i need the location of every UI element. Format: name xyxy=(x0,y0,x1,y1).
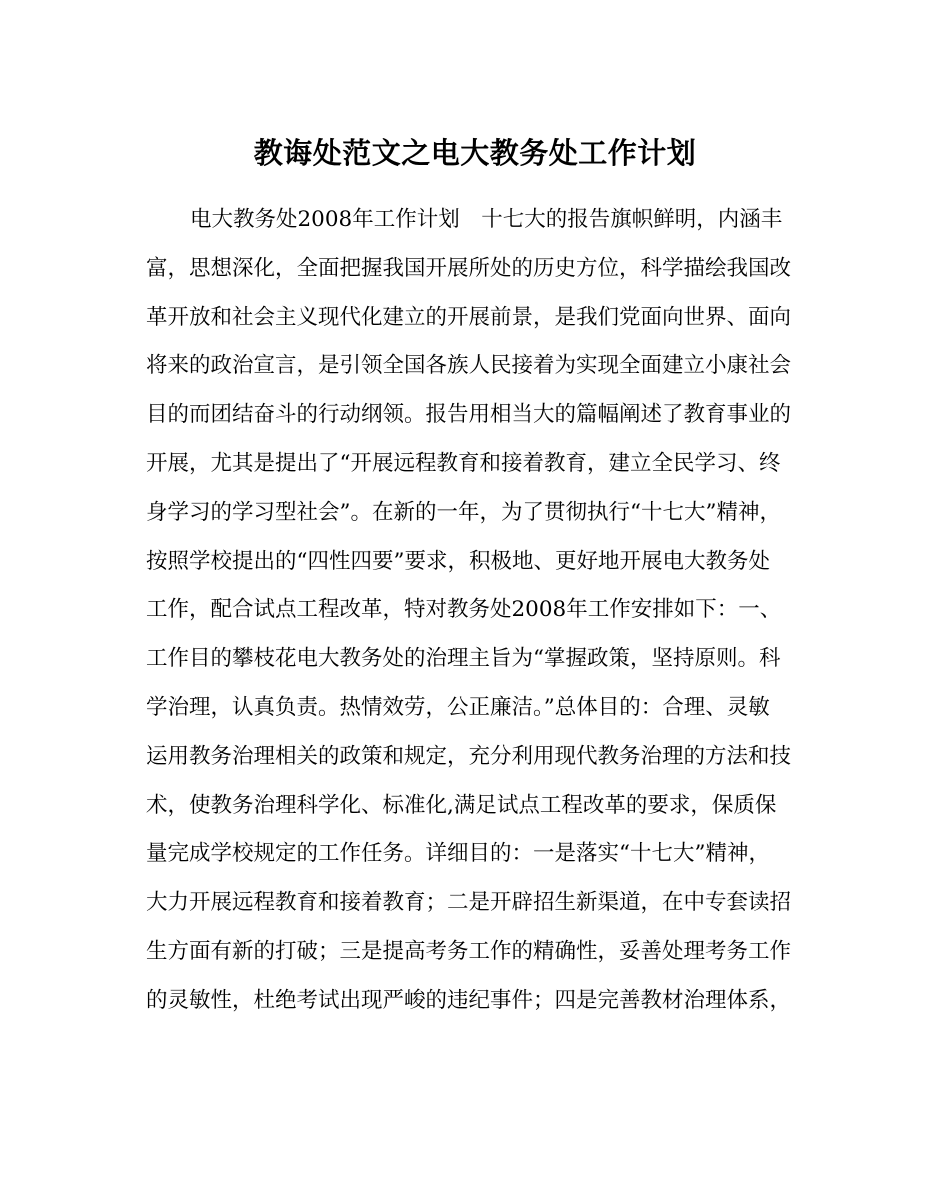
body-line: 量完成学校规定的工作任务。详细目的：一是落实“十七大”精神， xyxy=(146,841,770,867)
body-line: 按照学校提出的“四性四要”要求，积极地、更好地开展电大教务处 xyxy=(146,548,770,574)
document-title: 教诲处范文之电大教务处工作计划 xyxy=(253,136,697,170)
body-line: 革开放和社会主义现代化建立的开展前景，是我们党面向世界、面向 xyxy=(146,304,792,330)
document-body xyxy=(146,196,816,1026)
body-line: 将来的政治宣言，是引领全国各族人民接着为实现全面建立小康社会 xyxy=(146,353,792,379)
body-line: 的灵敏性，杜绝考试出现严峻的违纪事件；四是完善教材治理体系， xyxy=(146,987,792,1013)
body-line: 工作，配合试点工程改革，特对教务处2008年工作安排如下：一、 xyxy=(146,597,782,623)
body-line: 术，使教务治理科学化、标准化,满足试点工程改革的要求，保质保 xyxy=(146,792,777,818)
body-line: 运用教务治理相关的政策和规定，充分利用现代教务治理的方法和技 xyxy=(146,743,792,769)
body-line: 大力开展远程教育和接着教育；二是开辟招生新渠道，在中专套读招 xyxy=(146,890,792,916)
body-line: 学治理，认真负责。热情效劳，公正廉洁。”总体目的：合理、灵敏 xyxy=(146,694,770,720)
body-line: 身学习的学习型社会”。在新的一年，为了贯彻执行“十七大”精神， xyxy=(146,499,781,525)
body-line: 工作目的攀枝花电大教务处的治理主旨为“掌握政策，坚持原则。科 xyxy=(146,646,781,672)
body-line: 生方面有新的打破；三是提高考务工作的精确性，妥善处理考务工作 xyxy=(146,938,792,964)
body-line: 电大教务处2008年工作计划 十七大的报告旗帜鲜明，内涵丰 xyxy=(190,207,783,232)
body-line: 富，思想深化，全面把握我国开展所处的历史方位，科学描绘我国改 xyxy=(146,255,792,281)
body-line: 开展，尤其是提出了“开展远程教育和接着教育，建立全民学习、终 xyxy=(146,450,781,476)
body-line: 目的而团结奋斗的行动纲领。报告用相当大的篇幅阐述了教育事业的 xyxy=(146,402,792,428)
